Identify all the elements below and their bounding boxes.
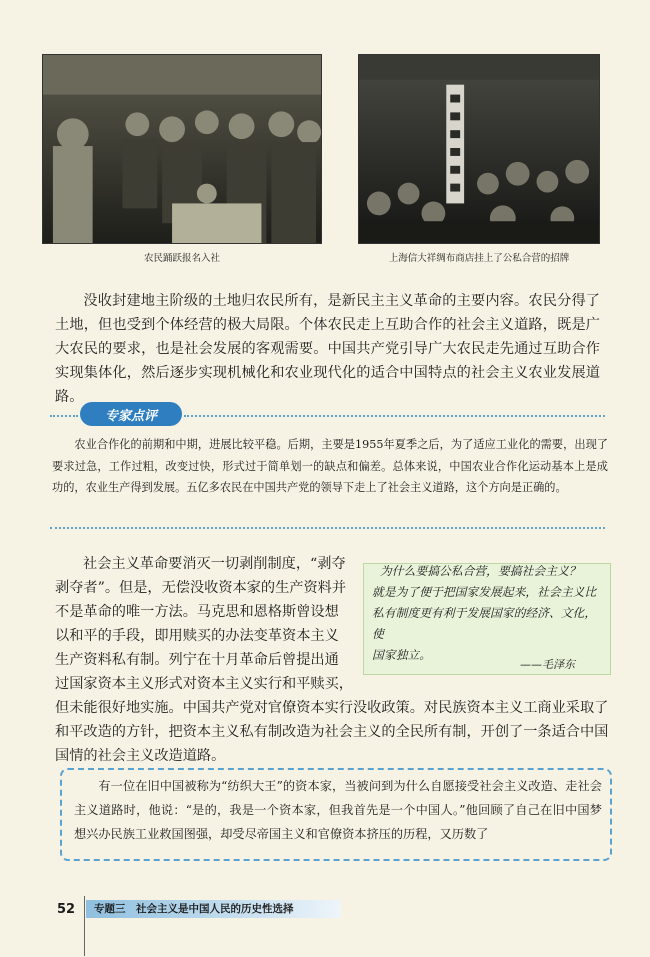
expert-comment-title: 专家点评 bbox=[80, 402, 182, 426]
story-text: 有一位在旧中国被称为“纺织大王”的资本家，当被问到为什么自愿接受社会主义改造、走社会主义道路时，他说：“是的，我是一个资本家，但我首先是一个中国人。”他回顾了自己在旧中国梦想兴办民族工业救国图强，却受尽帝国主义和官僚资本挤压的历程，又历数了 bbox=[74, 779, 602, 841]
body-paragraph-1: 没收封建地主阶级的土地归农民所有，是新民主主义革命的主要内容。农民分得了土地，但也受到个体经营的极大局限。个体农民走上互助合作的社会主义道路，既是广大农民的要求，也是社会发展的客观需要。中国共产党引导广大农民走先通过互助合作实现集体化，然后逐步实现机械化和农业现代化的适合中国特点的社会主义农业发展道路。 bbox=[55, 293, 600, 405]
text-line: 社会主义革命要消灭一切剥削制度，“剥夺 bbox=[83, 556, 346, 572]
text-line: 以和平的手段，即用赎买的办法变革资本主义 bbox=[55, 628, 339, 644]
quote-question: 为什么要搞公私合营，要搞社会主义？ bbox=[380, 564, 581, 578]
text-line: 和平改造的方针，把资本主义私有制改造为社会主义的全民所有制，开创了一条适合中国 bbox=[55, 724, 609, 740]
quote-answer-line: 就是为了便于把国家发展起来，社会主义比 bbox=[372, 585, 597, 599]
quote-answer-line: 私有制度更有利于发展国家的经济、文化，使 bbox=[372, 606, 597, 641]
quote-author: ——毛泽东 bbox=[520, 658, 575, 671]
farmers-signup-photo bbox=[42, 54, 322, 244]
text-line: 剥夺者”。但是，无偿没收资本家的生产资料并 bbox=[55, 580, 347, 596]
quote-answer-line: 国家独立。 bbox=[372, 648, 431, 662]
dotted-divider bbox=[184, 415, 605, 417]
expert-comment-header bbox=[50, 402, 605, 428]
dotted-divider bbox=[50, 415, 78, 417]
text-line: 过国家资本主义形式对资本主义实行和平赎买， bbox=[55, 676, 353, 692]
text-line: 但未能很好地实施。中国共产党对官僚资本实行没收政策。对民族资本主义工商业采取了 bbox=[55, 700, 609, 716]
page-number: 52 bbox=[57, 902, 76, 917]
text-line: 不是革命的唯一方法。马克思和恩格斯曾设想 bbox=[55, 604, 339, 620]
body-paragraph-2 bbox=[55, 552, 608, 768]
text-line: 国情的社会主义改造道路。 bbox=[55, 748, 226, 764]
dotted-divider bbox=[50, 527, 605, 529]
text-line: 生产资料私有制。列宁在十月革命后曾提出通 bbox=[55, 652, 339, 668]
shop-sign-photo bbox=[358, 54, 600, 244]
expert-comment-text: 农业合作化的前期和中期，进展比较平稳。后期，主要是1955年夏季之后，为了适应工业化的需要，出现了要求过急，工作过粗，改变过快，形式过于简单划一的缺点和偏差。总体来说，中国农业合作化运动基本上是成功的，农业生产得到发展。五亿多农民在中国共产党的领导下走上了社会主义道路，这个方向是正确的。 bbox=[52, 438, 608, 494]
left-photo-caption: 农民踊跃报名入社 bbox=[143, 253, 220, 264]
footer-section-title: 专题三 社会主义是中国人民的历史性选择 bbox=[94, 903, 294, 915]
right-photo-caption: 上海信大祥绸布商店挂上了公私合营的招牌 bbox=[388, 253, 570, 264]
footer-divider bbox=[84, 896, 85, 956]
